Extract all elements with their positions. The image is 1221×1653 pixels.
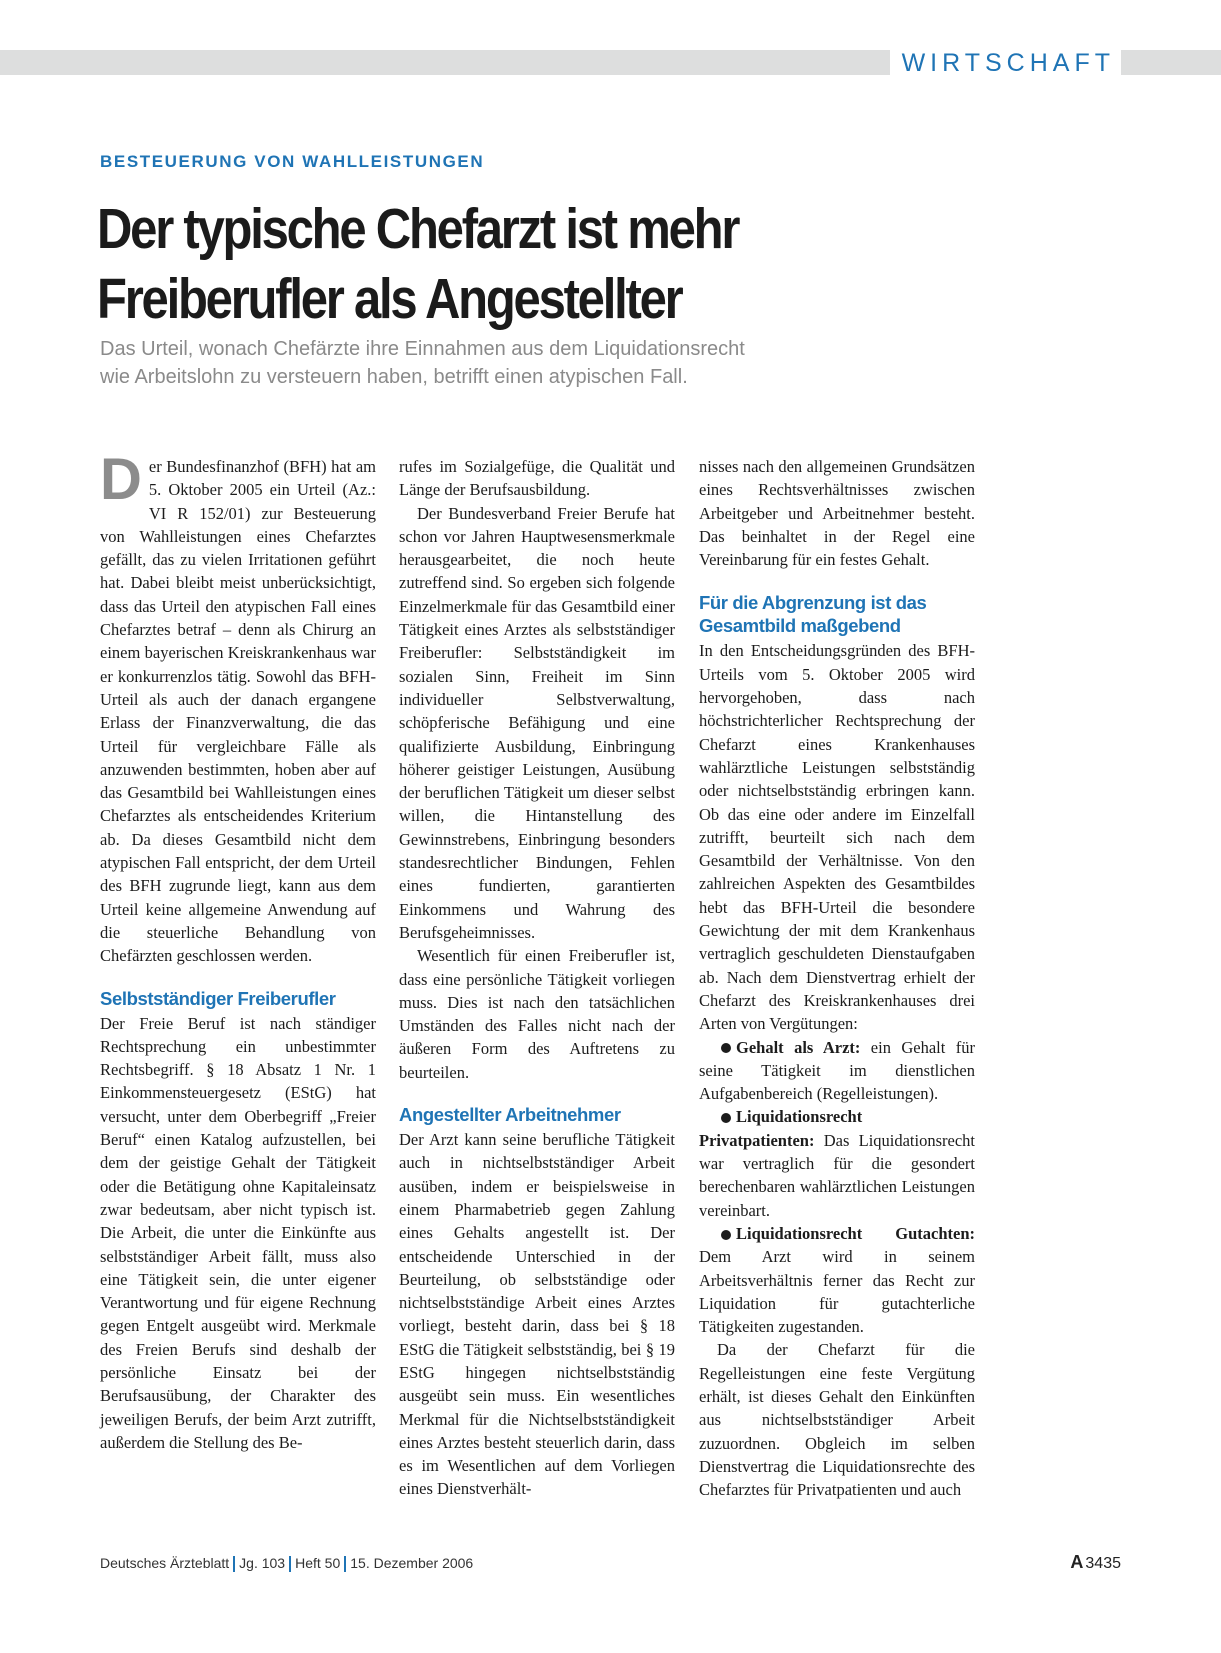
bullet-item (699, 1036, 975, 1106)
deck-line-2: wie Arbeitslohn zu versteuern haben, betrifft einen atypischen Fall. (100, 366, 688, 388)
article-deck (100, 335, 880, 391)
bullet-text: Dem Arzt wird in seinem Arbeitsverhältnis ferner das Recht zur Liquidation für gutachterliche Tätigkeiten zugestanden. (699, 1247, 975, 1337)
issue-date: 15. Dezember 2006 (350, 1555, 474, 1571)
paragraph: rufes im Sozialgefüge, die Qualität und Länge der Berufsausbildung. (399, 457, 675, 500)
headline-line-1: Der typische Chefarzt ist mehr (97, 197, 739, 261)
paragraph (100, 447, 376, 968)
subheading: Für die Abgrenzung ist das Gesamtbild maßgebend (699, 592, 927, 637)
bullet-item (699, 1105, 975, 1221)
paragraph: Der Arzt kann seine berufliche Tätigkeit auch in nichtselbstständiger Arbeit ausüben, indem er beispielsweise in einem Pharmabetrieb gegen Zahlung eines Gehalts angestellt ist. Der entscheidende Unterschied in der Beurteilung, ob selbstständige oder nichtselbstständige Arbeit eines Arztes vorliegt, besteht darin, dass bei § 18 EStG die Tätigkeit selbstständig, bei § 19 EStG hingegen nichtselbstständig ausgeübt sein muss. Ein wesentliches Merkmal für die Nichtselbstständigkeit eines Arztes besteht steuerlich darin, dass es im Wesentlichen auf dem Vorliegen eines Dienstverhält- (399, 1130, 675, 1499)
paragraph: Der Bundesverband Freier Berufe hat schon vor Jahren Hauptwesensmerkmale herausgearbeitet, die noch heute zutreffend sind. So ergeben sich folgende Einzelmerkmale für das Gesamtbild einer Tätigkeit eines Arztes als selbstständiger Freiberufler: Selbstständigkeit im sozialen Sinn, Freiheit im Sinn individueller Selbstverwaltung, schöpferische Befähigung und eine qualifizierte Ausbildung, Einbringung höherer geistiger Leistungen, Ausübung der beruflichen Tätigkeit um dieser selbst willen, die Hintanstellung des Gewinnstrebens, Einbringung besonders standesrechtlicher Bindungen, Fehlen eines fundierten, garantierten Einkommens und Wahrung des Berufsgeheimnisses. (399, 503, 675, 942)
bullet-icon (721, 1230, 731, 1240)
bullet-item (699, 1222, 975, 1338)
issue: Heft 50 (295, 1555, 341, 1571)
article-headline (97, 194, 871, 334)
text-column-2 (399, 455, 675, 1501)
bullet-text: ein Gehalt für seine Tätigkeit im dienstlichen Aufgabenbereich (Regelleistungen). (699, 1037, 975, 1104)
article-kicker: BESTEUERUNG VON WAHLLEISTUNGEN (100, 152, 485, 171)
divider (289, 1556, 291, 1572)
text-column-3 (699, 455, 975, 1501)
page-number-value: 3435 (1085, 1555, 1121, 1572)
page-number (1070, 1552, 1121, 1573)
paragraph: nisses nach den allgemeinen Grundsätzen eines Rechtsverhältnisses zwischen Arbeitgeber und Arbeitnehmer besteht. Das beinhaltet in der Regel eine Vereinbarung für ein festes Gehalt. (699, 457, 975, 570)
divider (344, 1556, 346, 1572)
page-prefix: A (1070, 1552, 1084, 1572)
bullet-lead: Gehalt als Arzt: (736, 1037, 861, 1057)
section-label: WIRTSCHAFT (890, 48, 1121, 78)
drop-cap: D (100, 447, 142, 512)
paragraph: Der Freie Beruf ist nach ständiger Rechtsprechung ein unbestimmter Rechtsbegriff. § 18 Absatz 1 Nr. 1 Einkommensteuergesetz (EStG) hat versucht, unter dem Oberbegriff „Freier Beruf“ einen Katalog aufzustellen, bei dem der geistige Gehalt der Tätigkeit oder die Betätigung ohne Kapitaleinsatz zwar bedeutsam, aber nicht typisch ist. Die Arbeit, die unter die Einkünfte aus selbstständiger Arbeit fällt, muss also eine Tätigkeit sein, die unter eigener Verantwortung und für eigene Rechnung gegen Entgelt ausgeübt wird. Merkmale des Freien Berufs sind deshalb der persönliche Einsatz bei der Berufsausübung, der Charakter des jeweiligen Berufs, der beim Arzt zutrifft, außerdem die Stellung des Be- (100, 1013, 376, 1452)
publication-name: Deutsches Ärzteblatt (100, 1555, 230, 1571)
paragraph-text: er Bundesfinanzhof (BFH) hat am 5. Oktober 2005 ein Urteil (Az.: VI R 152/01) zur Besteuerung von Wahlleistungen eines Chefarztes gefällt, das zu vielen Irritationen geführt hat. Dabei bleibt meist unberücksichtigt, dass das Urteil den atypischen Fall eines Chefarztes betraf – denn als Chirurg an einem bayerischen Kreiskrankenhaus war er konkurrenzlos tätig. Sowohl das BFH-Urteil als auch der danach ergangene Erlass der Finanzverwaltung, die das Urteil für vergleichbare Fälle als anzuwenden bestimmten, hoben aber auf das Gesamtbild bei Wahlleistungen eines Chefarztes als entscheidendes Kriterium ab. Da dieses Gesamtbild nicht dem atypischen Fall entspricht, der dem Urteil des BFH zugrunde liegt, kann aus dem Urteil keine allgemeine Anwendung auf die steuerliche Behandlung von Chefärzten geschlossen werden. (100, 457, 376, 966)
divider (233, 1556, 235, 1572)
bullet-icon (721, 1043, 731, 1053)
subheading: Angestellter Arbeitnehmer (399, 1104, 621, 1126)
paragraph: Da der Chefarzt für die Regelleistungen eine feste Vergütung erhält, ist dieses Gehalt den Einkünften aus nichtselbstständiger Arbeit zuzuordnen. Obgleich im selben Dienstvertrag die Liquidationsrechte des Chefarztes für Privatpatienten und auch (699, 1340, 975, 1500)
paragraph: Wesentlich für einen Freiberufler ist, dass eine persönliche Tätigkeit vorliegen muss. Dies ist nach den tatsächlichen Umständen des Falles nicht nach der äußeren Form des Auftretens zu beurteilen. (399, 946, 675, 1082)
bullet-icon (721, 1113, 731, 1123)
bullet-text: Das Liquidationsrecht war vertraglich für die gesondert berechenbaren wahlärztlichen Leistungen vereinbart. (699, 1130, 975, 1220)
volume: Jg. 103 (239, 1555, 286, 1571)
footer-citation (100, 1555, 473, 1572)
headline-line-2: Freiberufler als Angestellter (97, 267, 682, 331)
bullet-lead: Liquidationsrecht Privatpatienten: (699, 1107, 863, 1150)
deck-line-1: Das Urteil, wonach Chefärzte ihre Einnahmen aus dem Liquidationsrecht (100, 338, 745, 360)
text-column-1 (100, 447, 376, 1454)
bullet-lead: Liquidationsrecht Gutachten: (736, 1223, 975, 1243)
subheading: Selbstständiger Freiberufler (100, 987, 336, 1009)
paragraph: In den Entscheidungsgründen des BFH-Urteils vom 5. Oktober 2005 wird hervorgehoben, dass nach höchstrichterlicher Rechtsprechung der Chefarzt eines Krankenhauses wahlärztliche Leistungen selbstständig oder nichtselbstständig erbringen kann. Ob das eine oder andere im Einzelfall zutrifft, beurteilt sich nach dem Gesamtbild der Verhältnisse. Von den zahlreichen Aspekten des Gesamtbildes hebt das BFH-Urteil die besondere Gewichtung der mit dem Krankenhaus vertraglich geschuldeten Dienstaufgaben ab. Nach dem Dienstvertrag erhielt der Chefarzt des Kreiskrankenhauses drei Arten von Vergütungen: (699, 641, 975, 1034)
